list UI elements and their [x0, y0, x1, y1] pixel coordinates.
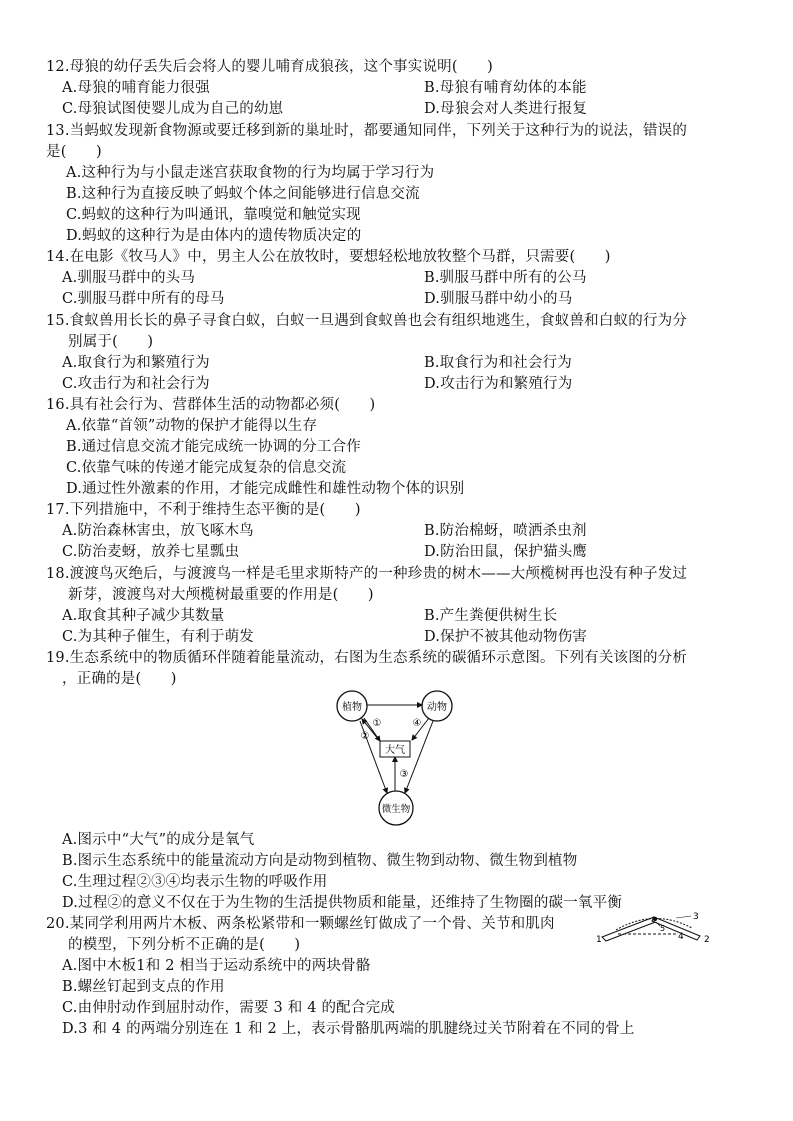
- question-19-option-c: C.生理过程②③④均表示生物的呼吸作用: [62, 874, 328, 890]
- question-15-option-a: A.取食行为和繁殖行为: [62, 355, 210, 371]
- question-15-option-c: C.攻击行为和社会行为: [62, 376, 210, 392]
- question-20-stem-line-1: 20.某同学利用两片木板、两条松紧带和一颗螺丝钉做成了一个骨、关节和肌肉: [46, 916, 555, 932]
- question-19-stem-line-2: ，正确的是( ): [62, 671, 177, 687]
- question-16-option-d: D.通过性外激素的作用，才能完成雌性和雄性动物个体的识别: [66, 481, 465, 497]
- question-15-stem-line-2: 别属于( ): [68, 334, 154, 350]
- label-4: 4: [678, 932, 684, 942]
- question-14-option-c: C.驯服马群中所有的母马: [62, 291, 225, 307]
- question-20-stem-line-2: 的模型，下列分析不正确的是( ): [68, 937, 301, 953]
- process-2-label: ②: [360, 731, 370, 742]
- question-17-option-b: B.防治棉蚜，喷洒杀虫剂: [424, 523, 587, 539]
- label-5: 5: [660, 924, 666, 933]
- question-14-option-d: D.驯服马群中幼小的马: [424, 291, 573, 307]
- question-17-stem: 17.下列措施中，不利于维持生态平衡的是( ): [46, 502, 361, 518]
- label-3: 3: [693, 912, 699, 922]
- joint-model-diagram: [596, 910, 720, 946]
- question-16-option-b: B.通过信息交流才能完成统一协调的分工合作: [66, 439, 361, 455]
- label-1: 1: [596, 935, 602, 945]
- question-17-option-c: C.防治麦蚜，放养七星瓢虫: [62, 544, 240, 560]
- question-20-option-d: D.3 和 4 的两端分别连在 1 和 2 上，表示骨骼肌两端的肌腱绕过关节附着在不同的骨上: [62, 1021, 635, 1037]
- question-16-option-a: A.依靠“首领”动物的保护才能得以生存: [66, 418, 318, 434]
- question-12-option-c: C.母狼试图使婴儿成为自己的幼崽: [62, 101, 284, 117]
- question-16-stem: 16.具有社会行为、营群体生活的动物都必须( ): [46, 397, 376, 413]
- process-3-label: ③: [399, 769, 409, 780]
- process-4-label: ④: [412, 718, 422, 729]
- question-12-option-b: B.母狼有哺育幼体的本能: [424, 80, 587, 96]
- atmosphere-node-label: 大气: [385, 745, 405, 756]
- question-19-option-b: B.图示生态系统中的能量流动方向是动物到植物、微生物到动物、微生物到植物: [62, 853, 578, 869]
- question-19-stem-line-1: 19.生态系统中的物质循环伴随着能量流动，右图为生态系统的碳循环示意图。下列有关该图的分析: [46, 650, 688, 666]
- question-20-option-c: C.由伸肘动作到屈肘动作，需要 3 和 4 的配合完成: [62, 1000, 395, 1016]
- question-17-option-d: D.防治田鼠，保护猫头鹰: [424, 544, 588, 560]
- label-3-leader: [676, 916, 691, 918]
- question-19-option-d: D.过程②的意义不仅在于为生物的生活提供物质和能量，还维持了生物圈的碳一氧平衡: [62, 895, 623, 911]
- question-18-option-c: C.为其种子催生，有利于萌发: [62, 629, 254, 645]
- board-1-shape: [602, 917, 658, 941]
- label-2: 2: [704, 935, 710, 945]
- question-18-option-a: A.取食其种子减少其数量: [62, 608, 225, 624]
- question-12-stem: 12.母狼的幼仔丢失后会将人的婴儿哺育成狼孩，这个事实说明( ): [46, 59, 493, 75]
- question-13-stem-line-1: 13.当蚂蚁发现新食物源或要迁移到新的巢址时，都要通知同伴，下列关于这种行为的说法，错误的: [46, 123, 688, 139]
- question-13-option-b: B.这种行为直接反映了蚂蚁个体之间能够进行信息交流: [66, 186, 420, 202]
- question-18-stem-line-2: 新芽，渡渡鸟对大颅榄树最重要的作用是( ): [68, 587, 374, 603]
- question-19-option-a: A.图示中“大气”的成分是氧气: [62, 832, 255, 848]
- question-18-option-b: B.产生粪便供树生长: [424, 608, 558, 624]
- question-13-stem-line-2: 是( ): [46, 144, 102, 160]
- question-15-option-b: B.取食行为和社会行为: [424, 355, 572, 371]
- process-1-label: ①: [372, 718, 382, 729]
- question-13-option-c: C.蚂蚁的这种行为叫通讯，靠嗅觉和触觉实现: [66, 207, 361, 223]
- plant-node-label: 植物: [342, 702, 362, 713]
- question-20-option-b: B.螺丝钉起到支点的作用: [62, 979, 225, 995]
- question-17-option-a: A.防治森林害虫，放飞啄木鸟: [62, 523, 254, 539]
- question-15-option-d: D.攻击行为和繁殖行为: [424, 376, 573, 392]
- question-13-option-a: A.这种行为与小鼠走迷宫获取食物的行为均属于学习行为: [66, 165, 435, 181]
- question-12-option-a: A.母狼的哺育能力很强: [62, 80, 210, 96]
- question-18-option-d: D.保护不被其他动物伤害: [424, 629, 588, 645]
- carbon-cycle-diagram: [325, 688, 465, 828]
- question-18-stem-line-1: 18.渡渡鸟灭绝后，与渡渡鸟一样是毛里求斯特产的一种珍贵的树木——大颅榄树再也没有种子发过: [46, 566, 688, 582]
- question-15-stem-line-1: 15.食蚁兽用长长的鼻子寻食白蚁，白蚁一旦遇到食蚁兽也会有组织地逃生，食蚁兽和白蚁的行为分: [46, 313, 688, 329]
- question-20-option-a: A.图中木板1和 2 相当于运动系统中的两块骨骼: [62, 958, 371, 974]
- animal-node-label: 动物: [427, 702, 447, 713]
- microbe-node-label: 微生物: [381, 804, 411, 815]
- question-16-option-c: C.依靠气味的传递才能完成复杂的信息交流: [66, 460, 347, 476]
- question-13-option-d: D.蚂蚁的这种行为是由体内的遗传物质决定的: [66, 228, 362, 244]
- question-12-option-d: D.母狼会对人类进行报复: [424, 101, 588, 117]
- question-14-option-a: A.驯服马群中的头马: [62, 270, 196, 286]
- question-14-option-b: B.驯服马群中所有的公马: [424, 270, 587, 286]
- question-14-stem: 14.在电影《牧马人》中，男主人公在放牧时，要想轻松地放牧整个马群，只需要( ): [46, 249, 611, 265]
